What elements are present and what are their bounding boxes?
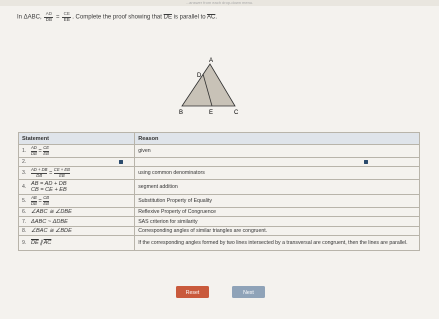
parallel-symbol: ∥ bbox=[39, 240, 43, 246]
prompt-mid: is parallel to bbox=[173, 14, 206, 21]
reason-cell bbox=[135, 145, 420, 158]
proof-row bbox=[19, 145, 420, 158]
fraction-right: $\frac{CE}{EB}$ bbox=[43, 145, 50, 156]
step-number: 2. bbox=[22, 159, 27, 165]
statement-cell bbox=[19, 180, 135, 195]
statement-dropdown-icon[interactable] bbox=[119, 160, 123, 164]
equals-sign: = bbox=[36, 198, 44, 205]
proof-row bbox=[19, 236, 420, 251]
reason-cell bbox=[135, 217, 420, 227]
fraction-right: $\frac{CB}{EB}$ bbox=[43, 195, 50, 206]
proof-row bbox=[19, 180, 420, 195]
step-number: 8. bbox=[22, 228, 27, 234]
prompt-segment-de: DE bbox=[163, 14, 172, 21]
label-c: C bbox=[234, 110, 239, 116]
reason-text: Reflexive Property of Congruence bbox=[138, 209, 217, 215]
proof-table bbox=[18, 132, 420, 251]
label-e: E bbox=[209, 110, 214, 116]
statement-cell bbox=[19, 236, 135, 251]
statement-cell bbox=[19, 145, 135, 158]
proof-row bbox=[19, 158, 420, 167]
equals-sign: = bbox=[36, 148, 44, 155]
statement-cell bbox=[19, 167, 135, 180]
prompt-ratio-right: $\frac{CE}{EB}$ bbox=[63, 11, 70, 22]
equals-sign: = bbox=[47, 170, 54, 177]
proof-row bbox=[19, 227, 420, 236]
instruction-text-partial: ...answer from each drop-down menu. bbox=[0, 0, 439, 6]
statement-text: ΔABC ~ ΔDBE bbox=[31, 218, 68, 225]
step-number: 1. bbox=[22, 148, 27, 155]
segment-de: DE bbox=[31, 240, 39, 246]
fraction-left: $\frac{AB}{DB}$ bbox=[31, 195, 37, 206]
proof-row bbox=[19, 208, 420, 217]
fraction-left: $\frac{AD + DB}{DB}$ bbox=[31, 167, 48, 178]
prompt-text: . Complete the proof showing that bbox=[72, 14, 162, 21]
reason-cell[interactable] bbox=[135, 158, 420, 167]
statement-cell bbox=[19, 208, 135, 217]
step-number: 7. bbox=[22, 218, 27, 225]
reason-text: If the corresponding angles formed by two lines intersected by a transversal are congruent, then the lines are parallel. bbox=[138, 240, 408, 246]
fraction-right: $\frac{CE + EB}{EB}$ bbox=[53, 167, 70, 178]
reason-text: SAS criterion for similarity bbox=[138, 218, 198, 225]
reason-cell bbox=[135, 208, 420, 217]
prompt-prefix: In ΔABC, bbox=[17, 14, 42, 21]
triangle-abc bbox=[182, 64, 235, 106]
prompt-segment-ac: AC bbox=[206, 14, 216, 21]
step-number: 6. bbox=[22, 209, 27, 215]
proof-row bbox=[19, 217, 420, 227]
equation-line: AB = AD + DB bbox=[31, 181, 67, 187]
equation-line: CB = CE + EB bbox=[31, 187, 67, 193]
header-reason: Reason bbox=[135, 133, 420, 145]
label-a: A bbox=[209, 58, 214, 64]
reason-cell bbox=[135, 195, 420, 208]
proof-row bbox=[19, 195, 420, 208]
header-statement: Statement bbox=[19, 133, 135, 145]
reason-text: Substitution Property of Equality bbox=[138, 198, 213, 204]
statement-text: ∠ABC ≅ ∠DBE bbox=[31, 209, 72, 215]
reason-cell bbox=[135, 236, 420, 251]
step-number: 3. bbox=[22, 170, 27, 177]
label-b: B bbox=[179, 110, 184, 116]
reason-text: segment addition bbox=[138, 184, 178, 190]
reason-text: Corresponding angles of similar triangles are congruent. bbox=[138, 228, 268, 234]
statement-cell bbox=[19, 217, 135, 227]
next-button[interactable]: Next bbox=[232, 286, 265, 298]
statement-text: ∠BAC ≅ ∠BDE bbox=[31, 228, 72, 234]
step-number: 5. bbox=[22, 198, 27, 205]
statement-cell[interactable] bbox=[19, 158, 135, 167]
prompt-ratio-left: $\frac{AD}{DB}$ bbox=[45, 11, 52, 22]
reset-button[interactable]: Reset bbox=[176, 286, 209, 298]
statement-cell bbox=[19, 195, 135, 208]
label-d: D bbox=[197, 73, 202, 79]
step-number: 9. bbox=[22, 240, 27, 246]
reason-cell bbox=[135, 180, 420, 195]
reason-text: given bbox=[138, 148, 151, 154]
fraction-left: $\frac{AD}{DB}$ bbox=[31, 145, 37, 156]
reason-cell bbox=[135, 227, 420, 236]
reason-dropdown-icon[interactable] bbox=[364, 160, 368, 164]
prompt-end: . bbox=[215, 14, 217, 21]
proof-row bbox=[19, 167, 420, 180]
prompt-equals: = bbox=[56, 14, 60, 21]
step-number: 4. bbox=[22, 184, 27, 191]
segment-ac: AC bbox=[43, 240, 52, 246]
reason-text: using common denominators bbox=[138, 170, 205, 176]
statement-cell bbox=[19, 227, 135, 236]
reason-cell bbox=[135, 167, 420, 180]
